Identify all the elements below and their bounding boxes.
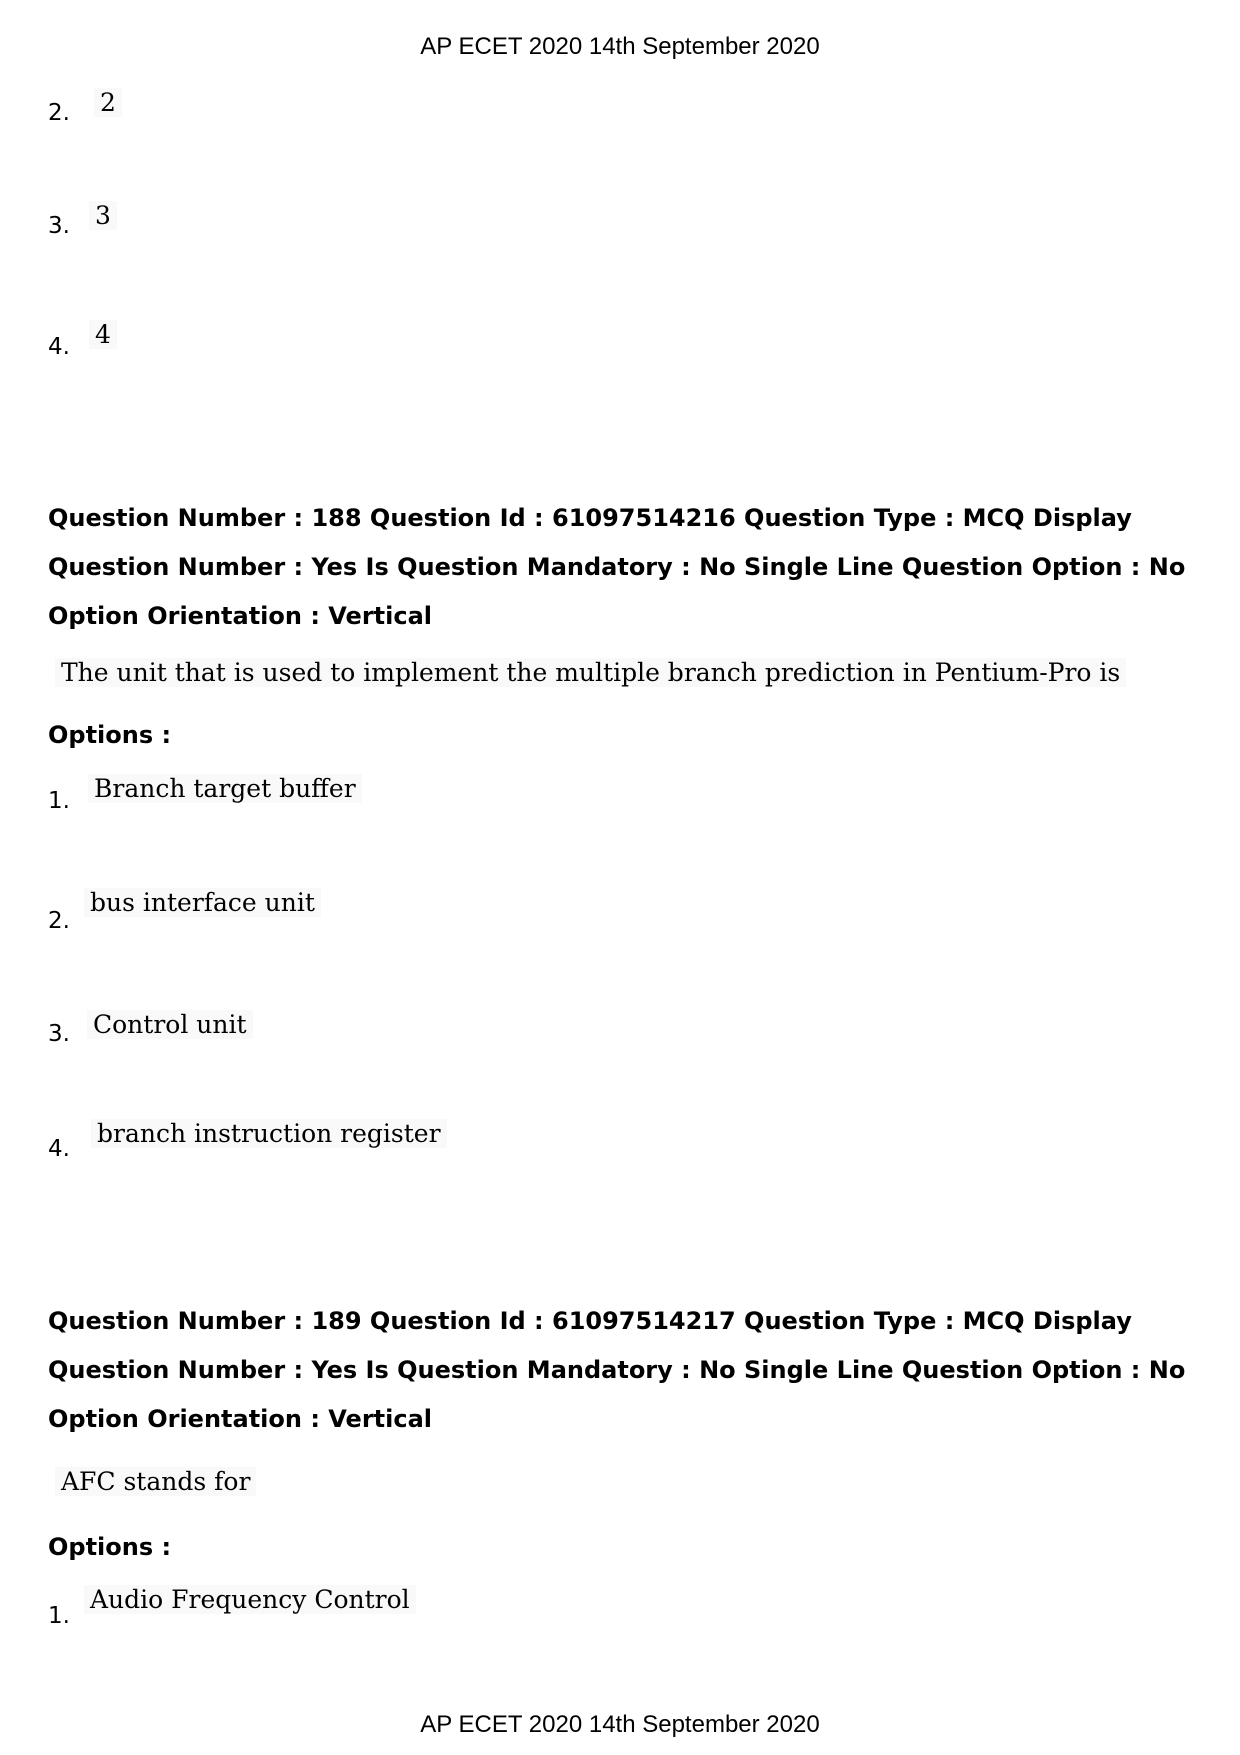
option-text: Audio Frequency Control (84, 1585, 416, 1614)
option-text: bus interface unit (84, 888, 321, 917)
option-number: 4. (48, 334, 70, 360)
page-header: AP ECET 2020 14th September 2020 (420, 33, 820, 60)
option-number: 4. (48, 1136, 70, 1162)
page-footer: AP ECET 2020 14th September 2020 (420, 1711, 820, 1738)
option-number: 3. (48, 213, 70, 239)
option-text: 2 (94, 88, 122, 117)
options-label: Options : (48, 721, 172, 749)
question-text: The unit that is used to implement the multiple branch prediction in Pentium-Pro is (55, 658, 1126, 687)
option-text: Branch target buffer (88, 774, 362, 803)
option-text: branch instruction register (91, 1119, 447, 1148)
options-label: Options : (48, 1533, 172, 1561)
option-number: 1. (48, 1603, 70, 1629)
option-text: Control unit (87, 1010, 253, 1039)
option-text: 3 (89, 201, 117, 230)
option-number: 2. (48, 908, 70, 934)
option-number: 2. (48, 100, 70, 126)
option-number: 1. (48, 788, 70, 814)
question-meta: Question Number : 189 Question Id : 61097514217 Question Type : MCQ Display Question Number : Yes Is Question Mandatory : No Single Line Question Option : No Option Orientation : Vertical (48, 1307, 1186, 1433)
option-text: 4 (89, 320, 117, 349)
question-meta: Question Number : 188 Question Id : 61097514216 Question Type : MCQ Display Question Number : Yes Is Question Mandatory : No Single Line Question Option : No Option Orientation : Vertical (48, 504, 1186, 630)
question-text: AFC stands for (55, 1467, 256, 1496)
option-number: 3. (48, 1021, 70, 1047)
